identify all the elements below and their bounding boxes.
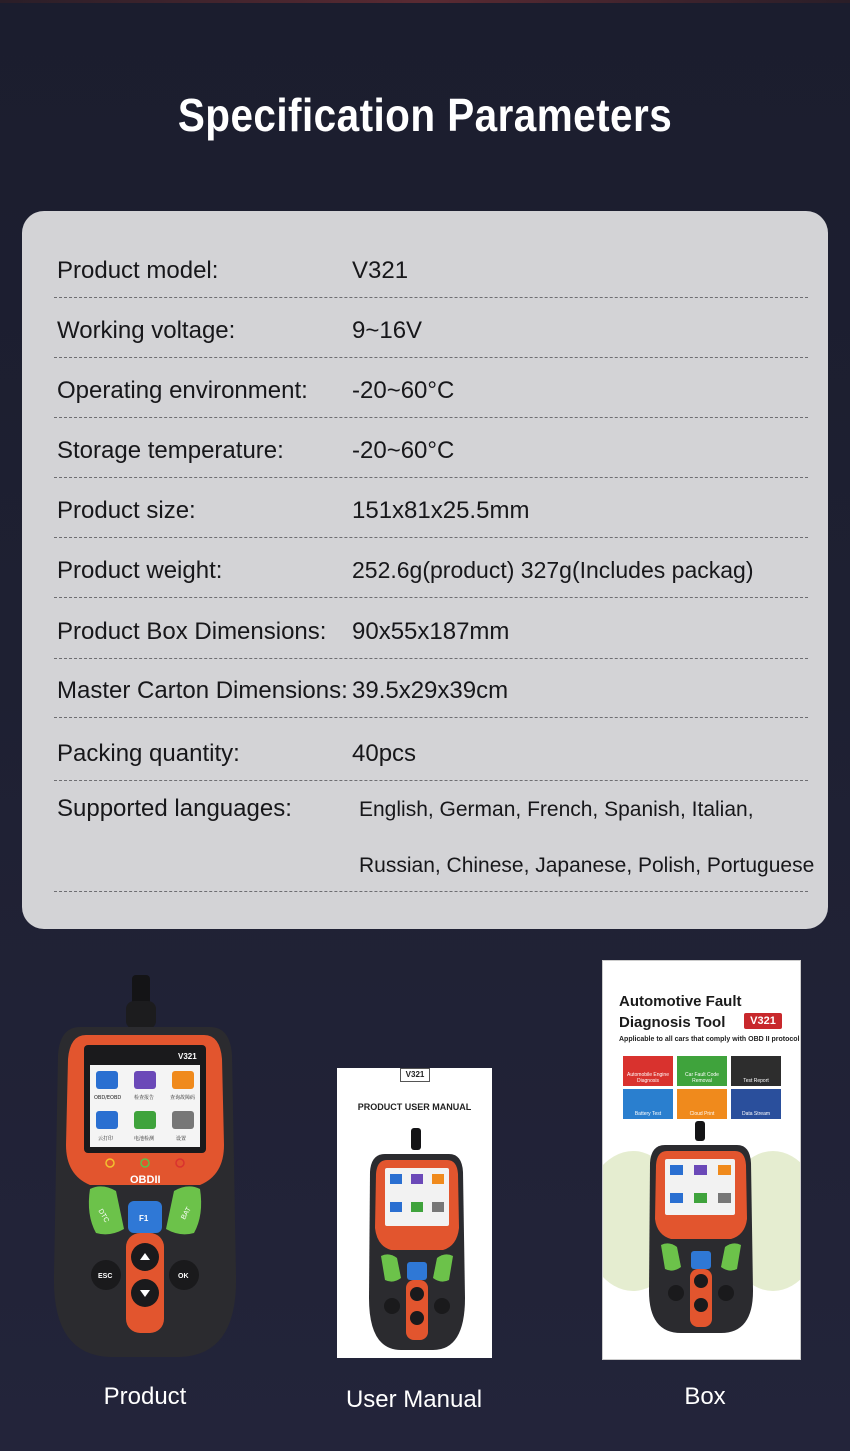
device-ok-key: OK xyxy=(178,1273,189,1280)
languages-line-2: Russian, Chinese, Japanese, Polish, Portuguese xyxy=(359,854,815,877)
spec-row xyxy=(54,477,808,538)
box-feature-tile xyxy=(731,1056,781,1086)
spec-value: 252.6g(product) 327g(Includes packag) xyxy=(352,557,754,583)
product-device-image xyxy=(50,975,240,1365)
spec-value: 90x55x187mm xyxy=(352,618,510,645)
device-screen-item: 检查报告 xyxy=(134,1095,155,1101)
device-esc-key: ESC xyxy=(98,1273,113,1280)
spec-value: 151x81x25.5mm xyxy=(352,497,530,524)
spec-label: Product Box Dimensions: xyxy=(57,618,327,645)
box-title-line-2: Diagnosis Tool xyxy=(619,1014,726,1031)
box-feature-tile xyxy=(731,1089,781,1119)
spec-row xyxy=(54,237,808,298)
manual-caption: User Manual xyxy=(345,1386,483,1413)
spec-value: V321 xyxy=(352,257,409,284)
manual-device-illustration xyxy=(367,1128,467,1353)
page-title: Specification Parameters xyxy=(177,89,673,141)
device-f1-key: F1 xyxy=(139,1214,149,1223)
spec-row xyxy=(54,297,808,358)
spec-row xyxy=(54,537,808,598)
product-caption: Product xyxy=(103,1383,187,1410)
box-tile-label: Data Stream xyxy=(741,1111,771,1117)
box-title-line-1: Automotive Fault xyxy=(619,993,742,1010)
device-brand: OBDII xyxy=(130,1174,161,1186)
spec-label: Product weight: xyxy=(57,557,223,584)
spec-label: Operating environment: xyxy=(57,377,308,404)
box-subtitle: Applicable to all cars that comply with OBD II protocol xyxy=(619,1036,800,1043)
spec-row xyxy=(54,657,808,718)
box-feature-tile xyxy=(677,1089,727,1119)
spec-row-languages xyxy=(54,781,815,892)
device-screen-item: OBD/EOBD xyxy=(94,1095,122,1101)
spec-value: -20~60°C xyxy=(352,377,455,404)
manual-heading: PRODUCT USER MANUAL xyxy=(357,1102,472,1112)
box-image xyxy=(602,960,801,1360)
top-accent-stripe xyxy=(0,0,850,3)
spec-value: 40pcs xyxy=(352,740,417,767)
spec-value: -20~60°C xyxy=(352,437,455,464)
device-screen-item: 云打印 xyxy=(98,1136,114,1142)
spec-row xyxy=(54,598,808,659)
spec-row xyxy=(54,357,808,418)
spec-label: Storage temperature: xyxy=(57,437,284,464)
spec-value: 39.5x29x39cm xyxy=(352,677,509,704)
spec-label: Packing quantity: xyxy=(57,740,240,767)
spec-row xyxy=(54,720,808,781)
box-tile-label: Car Fault Code Removal xyxy=(685,1072,719,1084)
device-dtc-key: DTC xyxy=(96,1208,110,1224)
spec-label: Working voltage: xyxy=(57,317,236,344)
box-title xyxy=(619,991,742,1033)
device-model-tag: V321 xyxy=(178,1052,197,1061)
spec-value: 9~16V xyxy=(352,317,423,344)
box-caption: Box xyxy=(684,1383,726,1410)
spec-panel xyxy=(22,211,828,929)
languages-line-1: English, German, French, Spanish, Italian, xyxy=(359,798,754,821)
box-tile-label: Battery Test xyxy=(634,1111,662,1117)
spec-label: Supported languages: xyxy=(57,795,292,822)
box-tile-label: Automobile Engine Diagnosis xyxy=(627,1072,669,1084)
device-screen-item: 设置 xyxy=(176,1136,187,1142)
device-bat-key: BAT xyxy=(180,1206,193,1221)
box-tile-label: Cloud Print xyxy=(689,1111,715,1117)
box-tile-label: Test Report xyxy=(743,1078,769,1084)
device-screen-item: 电池检测 xyxy=(134,1136,155,1142)
manual-model-tag: V321 xyxy=(400,1068,430,1082)
box-device-illustration xyxy=(603,1121,800,1359)
spec-label: Master Carton Dimensions: xyxy=(57,677,348,704)
box-model-badge: V321 xyxy=(744,1013,782,1029)
spec-row xyxy=(54,417,808,478)
box-feature-tile xyxy=(677,1056,727,1086)
user-manual-image xyxy=(337,1068,492,1358)
spec-label: Product size: xyxy=(57,497,196,524)
spec-label: Product model: xyxy=(57,257,219,284)
box-feature-tile xyxy=(623,1056,673,1086)
device-screen-item: 查询故障码 xyxy=(170,1095,196,1101)
box-feature-tile xyxy=(623,1089,673,1119)
